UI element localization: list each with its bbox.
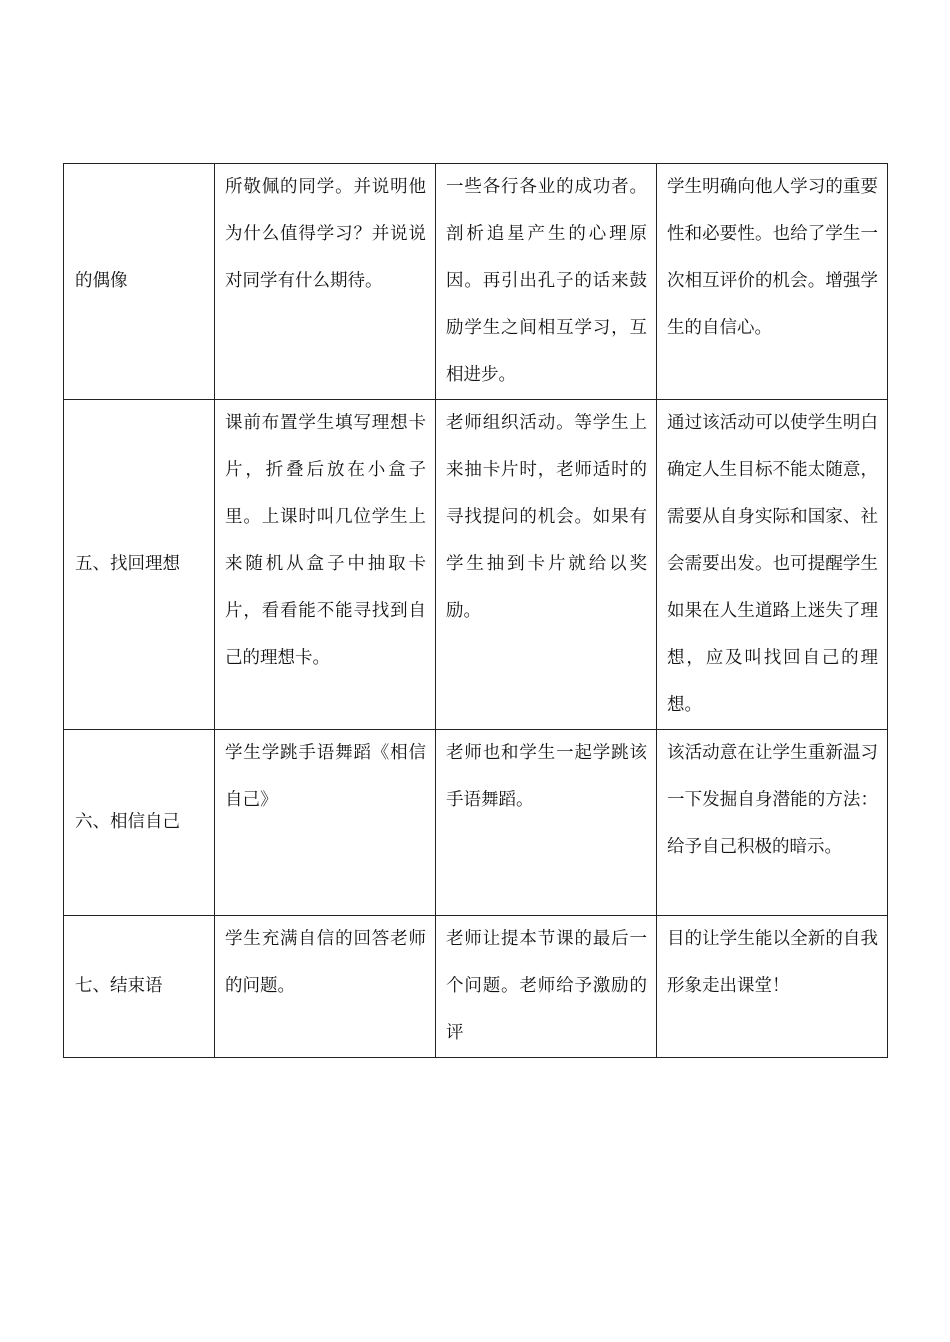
stage-cell: 七、结束语 (64, 916, 215, 1058)
design-intent-cell: 通过该活动可以使学生明白确定人生目标不能太随意，需要从自身实际和国家、社会需要出发。也可提醒学生如果在人生道路上迷失了理想，应及叫找回自己的理想。 (657, 400, 888, 730)
design-intent-cell: 目的让学生能以全新的自我形象走出课堂！ (657, 916, 888, 1058)
design-intent-cell: 该活动意在让学生重新温习一下发掘自身潜能的方法：给予自己积极的暗示。 (657, 730, 888, 916)
table-row (64, 730, 888, 916)
design-intent-cell: 学生明确向他人学习的重要性和必要性。也给了学生一次相互评价的机会。增强学生的自信心。 (657, 164, 888, 400)
lesson-plan-table (63, 163, 888, 1058)
table-row (64, 916, 888, 1058)
stage-cell: 六、相信自己 (64, 730, 215, 916)
student-activity-cell: 所敬佩的同学。并说明他为什么值得学习？并说说对同学有什么期待。 (215, 164, 436, 400)
table-row (64, 164, 888, 400)
teacher-activity-cell: 老师组织活动。等学生上来抽卡片时，老师适时的寻找提问的机会。如果有学生抽到卡片就给以奖励。 (436, 400, 657, 730)
stage-cell: 的偶像 (64, 164, 215, 400)
teacher-activity-cell: 老师也和学生一起学跳该手语舞蹈。 (436, 730, 657, 916)
student-activity-cell: 课前布置学生填写理想卡片，折叠后放在小盒子里。上课时叫几位学生上来随机从盒子中抽取卡片，看看能不能寻找到自己的理想卡。 (215, 400, 436, 730)
stage-cell: 五、找回理想 (64, 400, 215, 730)
student-activity-cell: 学生学跳手语舞蹈《相信自己》 (215, 730, 436, 916)
student-activity-cell: 学生充满自信的回答老师的问题。 (215, 916, 436, 1058)
table-row (64, 400, 888, 730)
teacher-activity-cell: 一些各行各业的成功者。剖析追星产生的心理原因。再引出孔子的话来鼓励学生之间相互学习，互相进步。 (436, 164, 657, 400)
teacher-activity-cell: 老师让提本节课的最后一个问题。老师给予激励的评 (436, 916, 657, 1058)
